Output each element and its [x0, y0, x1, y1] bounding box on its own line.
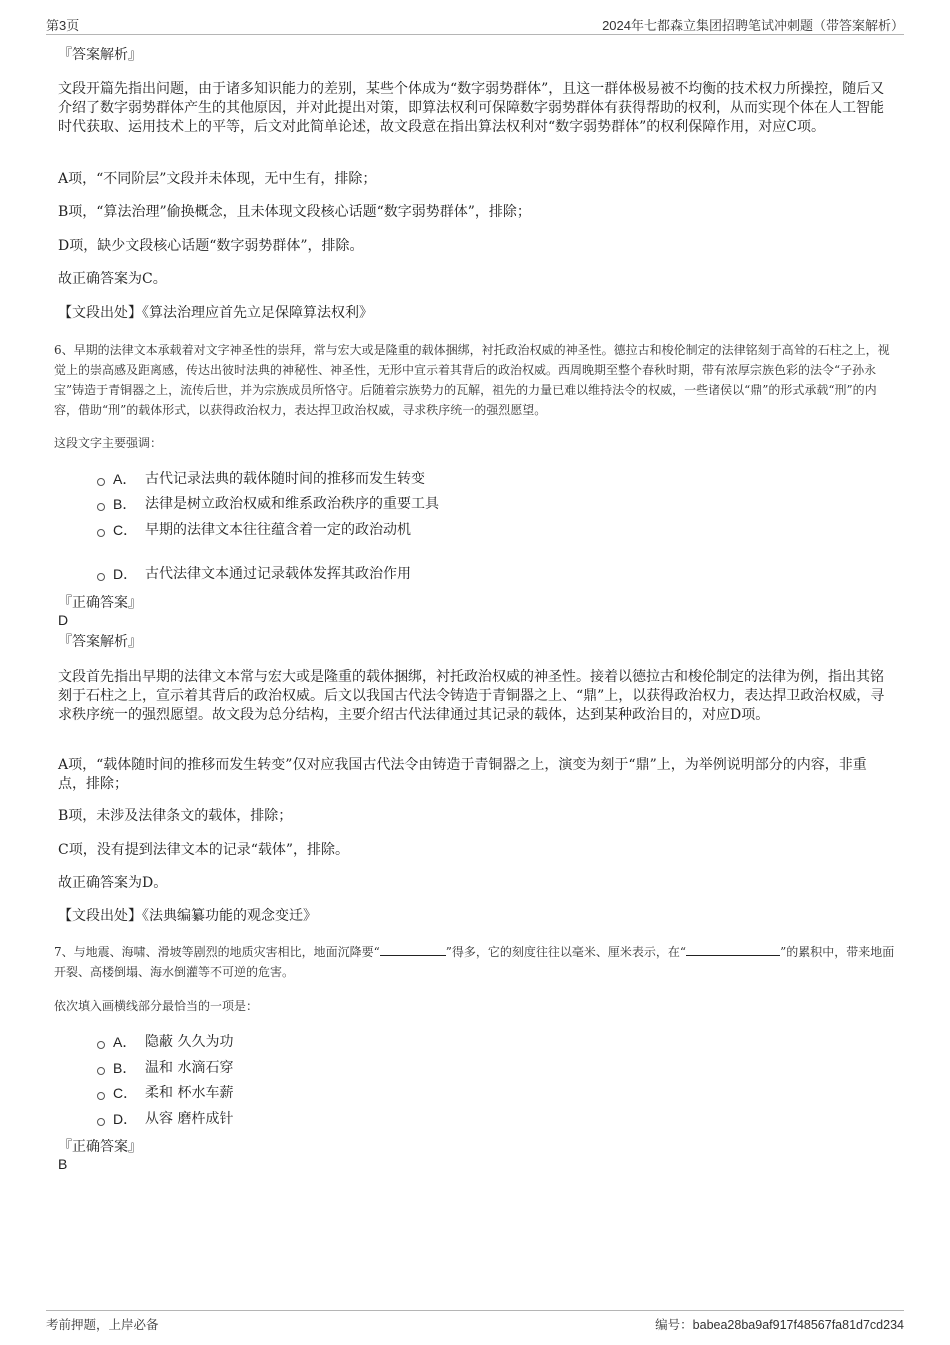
option-text: 法律是树立政治权威和维系政治秩序的重要工具 — [145, 496, 439, 512]
option-text: 柔和 杯水车薪 — [145, 1085, 234, 1101]
option-letter: B． — [113, 496, 137, 512]
q6-eliminate-b: B项，未涉及法律条文的载体，排除； — [58, 808, 293, 824]
q5-eliminate-d: D项，缺少文段核心话题“数字弱势群体”，排除。 — [58, 238, 364, 254]
q5-analysis-label: 『答案解析』 — [58, 47, 142, 63]
option-letter: C． — [113, 1085, 138, 1101]
radio-icon[interactable] — [97, 1118, 105, 1126]
q7-answer-label: 『正确答案』 — [58, 1139, 142, 1155]
q7-option-d[interactable] — [97, 1109, 233, 1129]
q7-answer: B — [58, 1156, 68, 1172]
radio-icon[interactable] — [97, 478, 105, 486]
option-text: 隐蔽 久久为功 — [145, 1034, 234, 1050]
option-letter: A． — [113, 1034, 137, 1050]
q6-conclusion: 故正确答案为D。 — [58, 875, 168, 891]
option-text: 从容 磨杵成针 — [145, 1111, 234, 1127]
radio-icon[interactable] — [97, 1067, 105, 1075]
option-text: 古代法律文本通过记录载体发挥其政治作用 — [145, 566, 411, 582]
q5-analysis-text: 文段开篇先指出问题，由于诸多知识能力的差别，某些个体成为“数字弱势群体”，且这一群体极易被不均衡的技术权力所操控，随后又介绍了数字弱势群体产生的其他原因，并对此提出对策，即算法权利可保障数字弱势群体有获得帮助的权利，从而实现个体在人工智能时代获取、运用技术上的平等，后文对此简单论述，故文段意在指出算法权利对“数字弱势群体”的权利保障作用，对应C项。 — [58, 81, 885, 135]
q6-option-c[interactable] — [97, 520, 411, 540]
q7-stem-part2: ”得多，它的刻度往往以毫米、厘米表示，在“ — [445, 945, 687, 959]
option-text: 古代记录法典的载体随时间的推移而发生转变 — [145, 471, 425, 487]
q7-stem — [54, 942, 896, 982]
radio-icon[interactable] — [97, 1041, 105, 1049]
option-letter: C． — [113, 522, 138, 538]
radio-icon[interactable] — [97, 529, 105, 537]
document-title: 2024年七都森立集团招聘笔试冲刺题（带答案解析） — [602, 18, 904, 33]
option-letter: D． — [113, 1111, 138, 1127]
q6-analysis-label: 『答案解析』 — [58, 634, 142, 650]
q6-answer: D — [58, 612, 69, 628]
q7-option-c[interactable] — [97, 1083, 233, 1103]
q5-eliminate-b: B项，“算法治理”偷换概念，且未体现文段核心话题“数字弱势群体”，排除； — [58, 204, 531, 220]
q6-source: 【文段出处】《法典编纂功能的观念变迁》 — [58, 908, 317, 924]
q6-eliminate-a: A项，“载体随时间的推移而发生转变”仅对应我国古代法令由铸造于青铜器之上，演变为刻于“鼎”上，为举例说明部分的内容，非重点，排除； — [58, 757, 867, 792]
radio-icon[interactable] — [97, 503, 105, 511]
option-letter: B． — [113, 1060, 137, 1076]
radio-icon[interactable] — [97, 1092, 105, 1100]
q7-blank-1 — [380, 943, 446, 956]
q6-option-d[interactable] — [97, 564, 411, 584]
option-text: 温和 水滴石穿 — [145, 1060, 234, 1076]
q6-eliminate-c: C项，没有提到法律文本的记录“载体”，排除。 — [58, 842, 350, 858]
q5-source: 【文段出处】《算法治理应首先立足保障算法权利》 — [58, 305, 373, 321]
q6-option-b[interactable] — [97, 494, 439, 514]
q7-option-a[interactable] — [97, 1032, 233, 1052]
footer-serial: 编号：babea28ba9af917f48567fa81d7cd234 — [655, 1318, 904, 1332]
q6-answer-label: 『正确答案』 — [58, 595, 142, 611]
q7-blank-2 — [686, 943, 780, 956]
page-number: 第3页 — [46, 18, 80, 33]
q7-stem-part1: 7、与地震、海啸、滑坡等剧烈的地质灾害相比，地面沉降要“ — [54, 945, 380, 959]
q7-option-b[interactable] — [97, 1058, 233, 1078]
page-footer — [46, 1310, 904, 1335]
q5-conclusion: 故正确答案为C。 — [58, 271, 167, 287]
radio-icon[interactable] — [97, 573, 105, 581]
page-header — [46, 12, 904, 35]
q7-prompt: 依次填入画横线部分最恰当的一项是： — [54, 999, 259, 1013]
q6-stem: 6、早期的法律文本承载着对文字神圣性的崇拜，常与宏大或是隆重的载体捆绑，衬托政治权威的神圣性。德拉古和梭伦制定的法律铭刻于高耸的石柱之上，视觉上的崇高感及距离感，传达出彼时法典的神秘性、神圣性，无形中宣示着其背后的政治权威。西周晚期至整个春秋时期，带有浓厚宗族色彩的法令“子孙永宝”铸造于青铜器之上，流传后世，并为宗族成员所恪守。后随着宗族势力的瓦解，祖先的力量已难以维持法令的权威，一些诸侯以“鼎”的形式承载“刑”的内容，借助“刑”的载体形式，以获得政治权力，表达捍卫政治权威，寻求秩序统一的强烈愿望。 — [54, 343, 890, 417]
option-letter: D． — [113, 566, 138, 582]
option-text: 早期的法律文本往往蕴含着一定的政治动机 — [145, 522, 411, 538]
q6-option-a[interactable] — [97, 469, 425, 489]
q5-eliminate-a: A项，“不同阶层”文段并未体现，无中生有，排除； — [58, 171, 377, 187]
footer-slogan: 考前押题，上岸必备 — [46, 1318, 159, 1332]
option-letter: A． — [113, 471, 137, 487]
q7-stem-part3: ”的累积中，带来地面开裂、高楼倒塌、海水倒灌等不可逆的危害。 — [54, 945, 895, 979]
q6-analysis-text: 文段首先指出早期的法律文本常与宏大或是隆重的载体捆绑，衬托政治权威的神圣性。接着以德拉古和梭伦制定的法律为例，指出其铭刻于石柱之上，宣示着其背后的政治权威。后文以我国古代法令铸造于青铜器之上、“鼎”上，以获得政治权力，表达捍卫政治权威，寻求秩序统一的强烈愿望。故文段为总分结构，主要介绍古代法律通过其记录的载体，达到某种政治目的，对应D项。 — [58, 669, 885, 723]
q6-prompt: 这段文字主要强调： — [54, 436, 163, 450]
